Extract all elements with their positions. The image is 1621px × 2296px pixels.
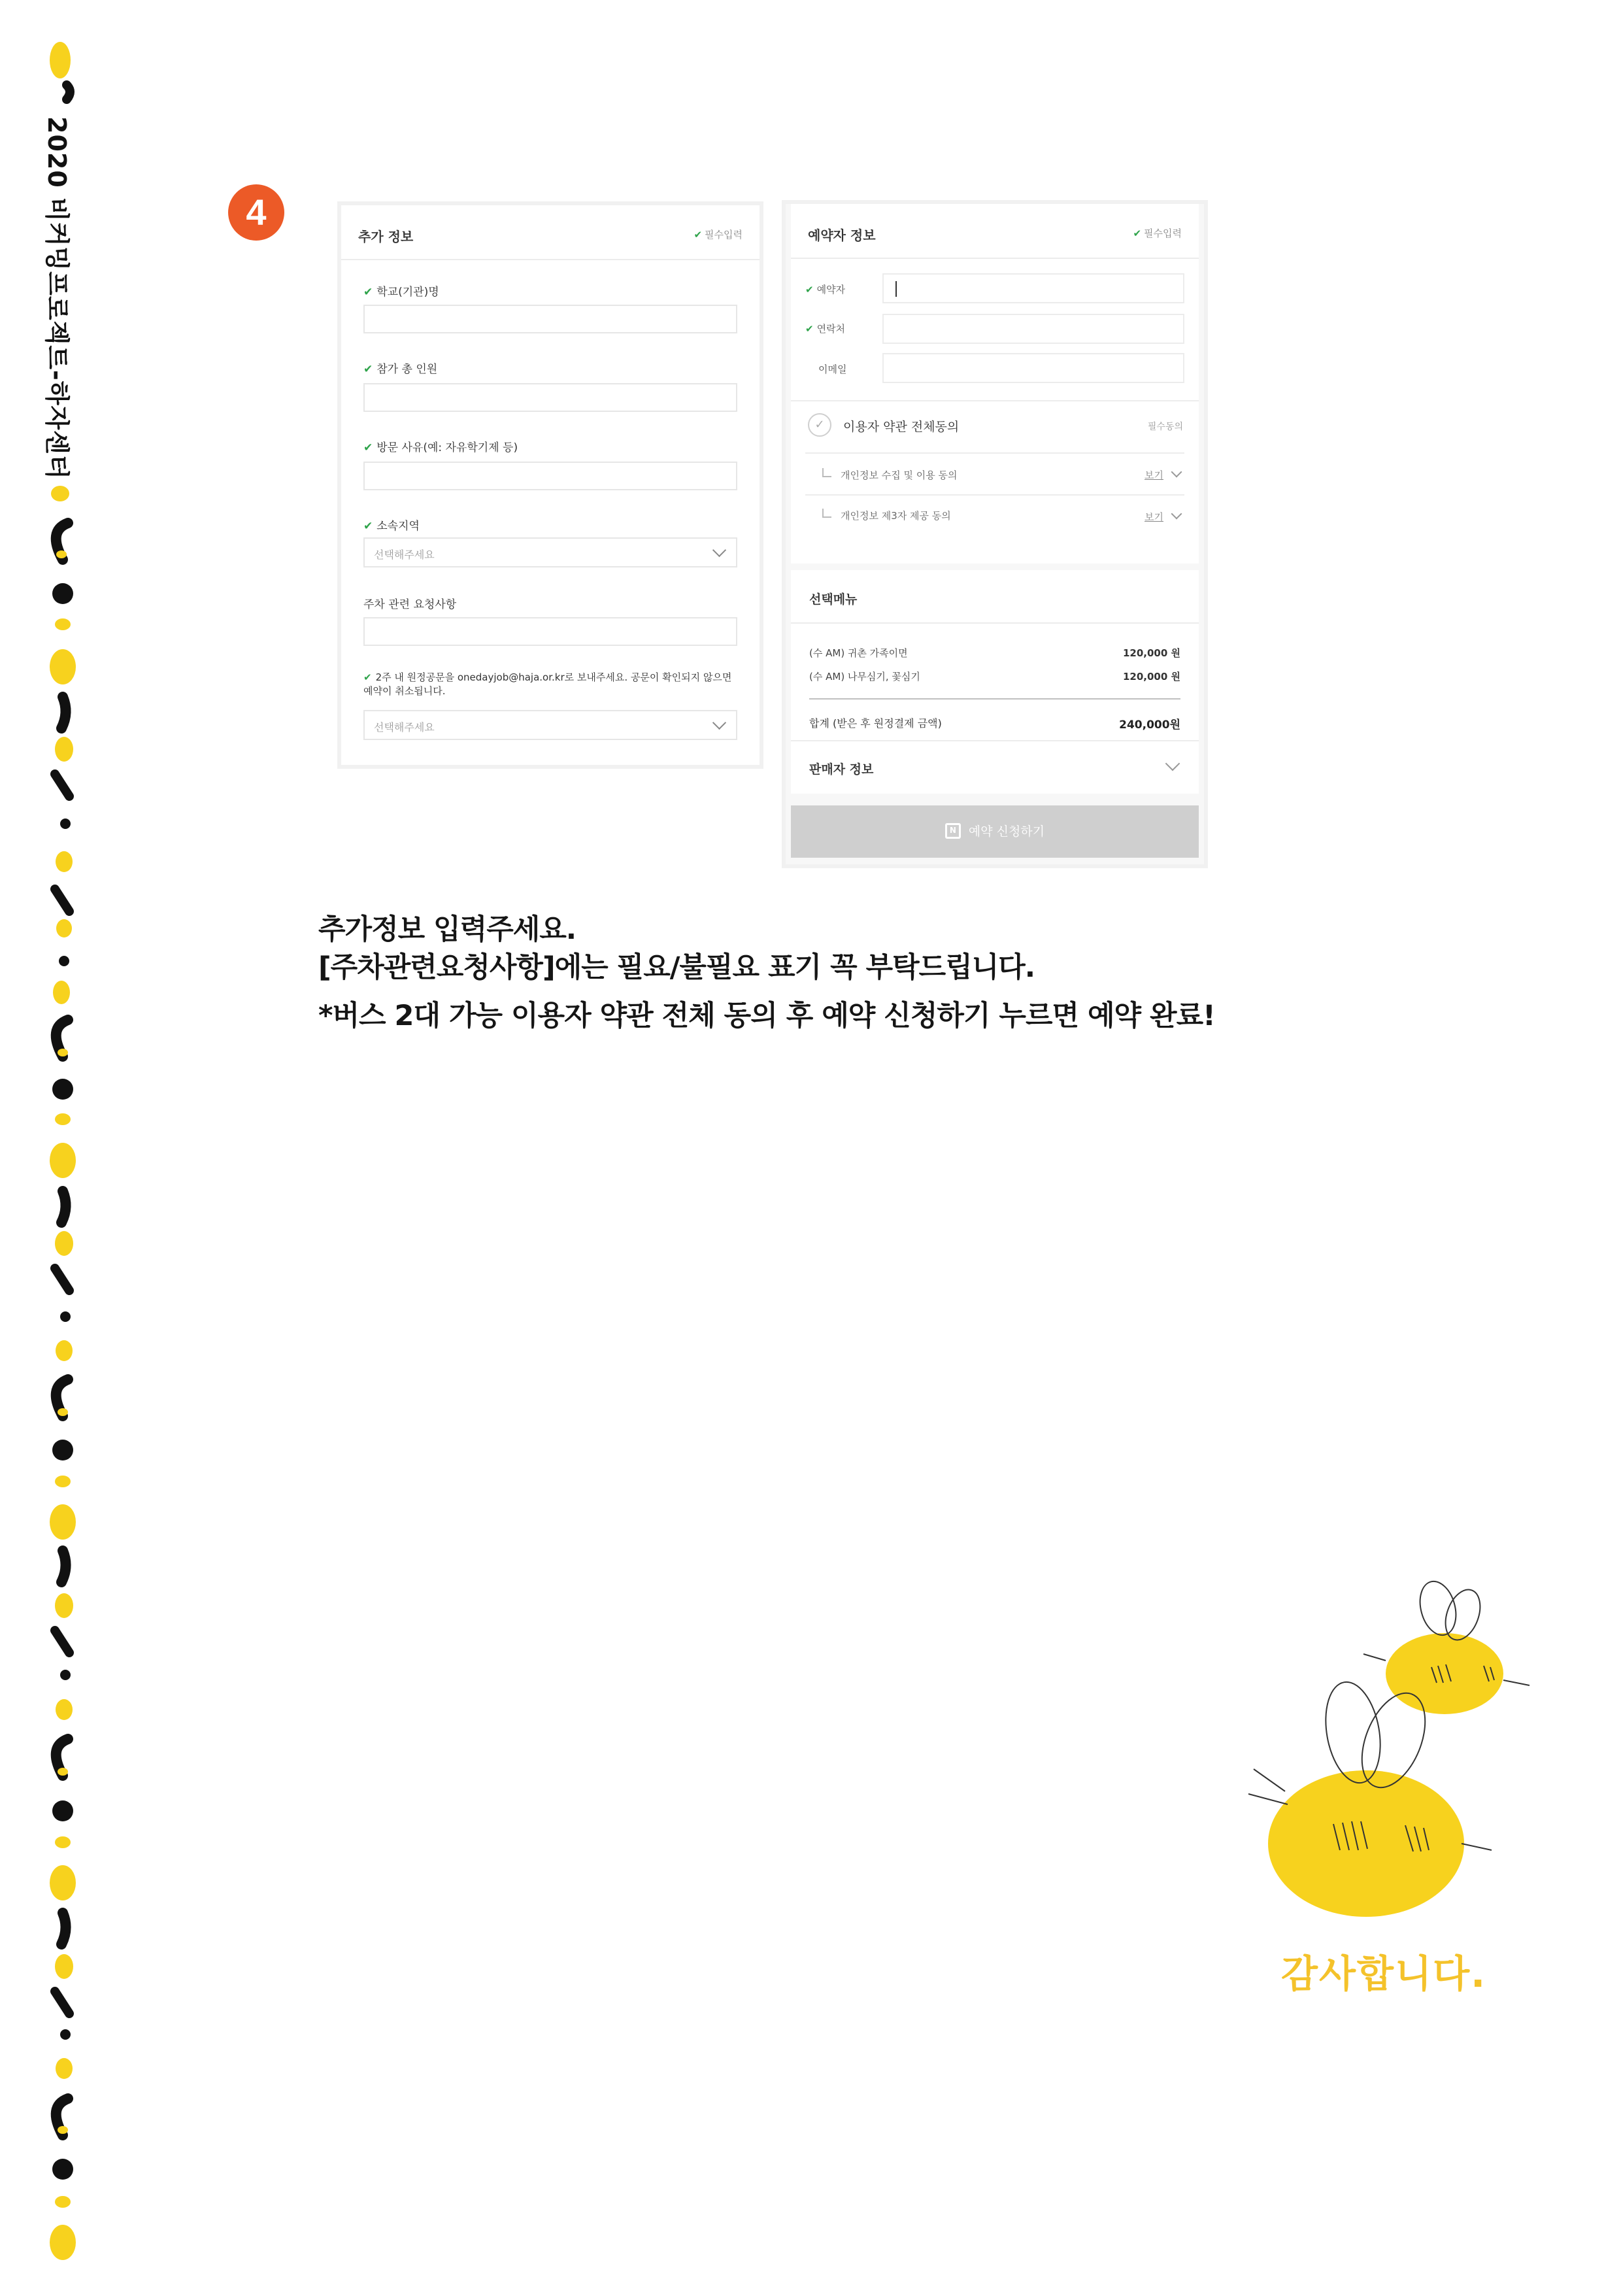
- additional-info-header: [341, 205, 760, 260]
- parking-input[interactable]: [363, 617, 737, 646]
- required-indicator: ✔ 필수입력: [1133, 228, 1182, 239]
- divider: [809, 698, 1180, 700]
- divider: [805, 452, 1184, 454]
- selected-menu-header: [791, 570, 1199, 624]
- instruction-line-1: 추가정보 입력주세요.: [318, 913, 577, 946]
- contact-input[interactable]: [882, 314, 1184, 344]
- visit-reason-input[interactable]: [363, 462, 737, 490]
- contact-label: ✔ 연락처: [805, 323, 846, 335]
- chevron-down-icon: [712, 716, 726, 730]
- booker-name-input[interactable]: [882, 273, 1184, 303]
- instruction-line-3: *버스 2대 가능 이용자 약관 전체 동의 후 예약 신청하기 누르면 예약 완료!: [318, 1000, 1215, 1032]
- term-privacy-collect: 개인정보 수집 및 이용 동의: [841, 469, 958, 481]
- agree-required-tag: 필수동의: [1147, 422, 1183, 432]
- region-select[interactable]: 선택해주세요: [363, 537, 737, 567]
- check-icon: ✔: [363, 671, 372, 683]
- check-icon: ✔: [805, 284, 814, 295]
- book-request-button[interactable]: N 예약 신청하기: [791, 805, 1199, 858]
- thanks-text: 감사합니다.: [1281, 1951, 1487, 1996]
- bees-illustration: [1242, 1569, 1569, 1948]
- text-cursor: [895, 281, 897, 297]
- menu-item-row: (수 AM) 나무심기, 꽃심기 120,000 원: [809, 671, 1180, 683]
- required-indicator: ✔ 필수입력: [694, 229, 743, 241]
- divider: [791, 400, 1199, 401]
- booker-info-header: [791, 204, 1199, 259]
- seller-info-title: 판매자 정보: [809, 762, 874, 777]
- parking-label: 주차 관련 요청사항: [363, 598, 457, 611]
- total-row: 합계 (받은 후 원정결제 금액) 240,000원: [809, 717, 1180, 732]
- big-bee: [1248, 1678, 1492, 1917]
- booker-name-label: ✔ 예약자: [805, 284, 846, 295]
- email-label: 이메일: [818, 363, 847, 375]
- vertical-title: 2020 비커밍프로젝트-하자센터: [42, 116, 71, 480]
- additional-info-title: 추가 정보: [358, 229, 414, 245]
- left-decor-strip: [0, 0, 131, 2293]
- tree-branch-icon: [822, 468, 831, 477]
- term-privacy-collect-view-link[interactable]: 보기: [1145, 469, 1163, 481]
- check-icon: ✔: [1133, 228, 1142, 239]
- chevron-down-icon[interactable]: [1171, 467, 1182, 478]
- instruction-line-2: [주차관련요청사항]에는 필요/불필요 표기 꼭 부탁드립니다.: [318, 951, 1035, 984]
- visit-reason-label: ✔ 방문 사유(예: 자유학기제 등): [363, 441, 518, 454]
- agree-all-checkbox[interactable]: ✓: [808, 413, 831, 437]
- booker-section: [791, 204, 1199, 564]
- school-input[interactable]: [363, 305, 737, 333]
- participants-label: ✔ 참가 총 인원: [363, 363, 438, 376]
- additional-info-panel: [337, 201, 763, 769]
- chevron-down-icon[interactable]: [1171, 509, 1182, 520]
- participants-input[interactable]: [363, 383, 737, 412]
- selected-menu-section: [791, 570, 1199, 748]
- region-label: ✔ 소속지역: [363, 520, 420, 533]
- check-icon: ✔: [805, 323, 814, 335]
- check-icon: ✔: [694, 229, 703, 241]
- check-icon: ✔: [363, 441, 373, 454]
- official-letter-notice: ✔ 2주 내 원정공문을 onedayjob@haja.or.kr로 보내주세요. 공문이 확인되지 않으면 예약이 취소됩니다.: [363, 671, 732, 697]
- chevron-down-icon: [712, 543, 726, 557]
- divider: [805, 494, 1184, 496]
- step-badge: 4: [228, 184, 284, 241]
- school-label: ✔ 학교(기관)명: [363, 286, 439, 299]
- email-input[interactable]: [882, 353, 1184, 383]
- agree-all-label[interactable]: 이용자 약관 전체동의: [843, 420, 960, 434]
- check-icon: ✔: [363, 286, 373, 299]
- check-icon: ✔: [363, 363, 373, 376]
- term-third-party-view-link[interactable]: 보기: [1145, 511, 1163, 523]
- term-third-party: 개인정보 제3자 제공 동의: [841, 510, 951, 522]
- chevron-down-icon: [1165, 756, 1180, 771]
- check-icon: ✔: [363, 520, 373, 533]
- menu-item-row: (수 AM) 귀촌 가족이면 120,000 원: [809, 647, 1180, 659]
- selected-menu-title: 선택메뉴: [809, 592, 858, 607]
- notice-select[interactable]: 선택해주세요: [363, 710, 737, 740]
- booker-info-panel: [782, 200, 1208, 868]
- seller-info-section[interactable]: [791, 740, 1199, 794]
- booker-info-title: 예약자 정보: [808, 228, 876, 243]
- small-bee: [1363, 1578, 1529, 1714]
- calendar-icon: N: [945, 823, 961, 839]
- tree-branch-icon: [822, 509, 831, 518]
